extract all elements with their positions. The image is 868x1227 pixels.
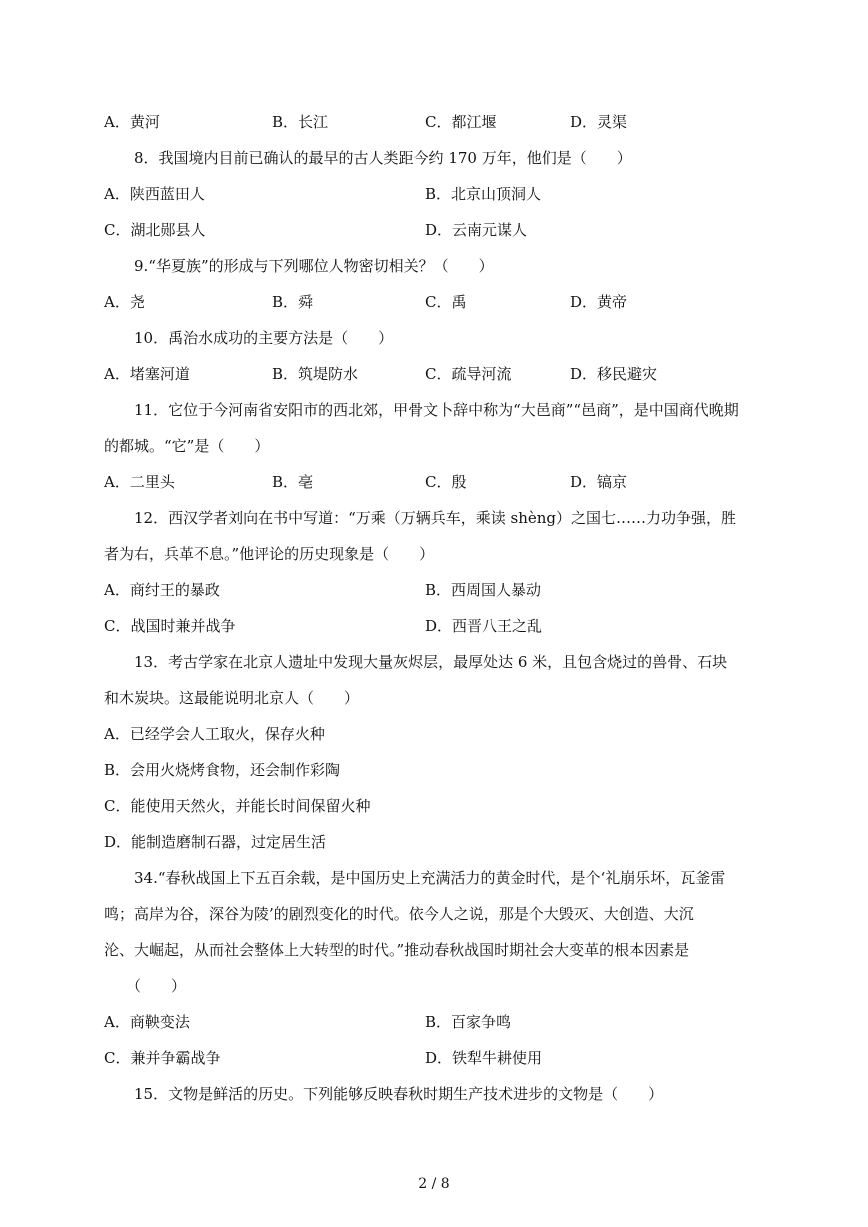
q11-stem-line-2: 的都城。“它”是（ ） (104, 437, 270, 455)
q8-option-c: C．湖北郧县人 (104, 221, 206, 239)
q14-option-d: D．铁犁牛耕使用 (425, 1049, 543, 1067)
q14-option-b: B．百家争鸣 (425, 1013, 512, 1031)
q12-option-c: C．战国时兼并战争 (104, 617, 236, 635)
q12-stem-line-2: 者为右，兵革不息。”他评论的历史现象是（ ） (104, 545, 435, 563)
q13-stem-line-1: 13．考古学家在北京人遗址中发现大量灰烬层，最厚处达 6 米，且包含烧过的兽骨、石块 (134, 653, 728, 671)
q8-option-d: D．云南元谋人 (425, 221, 528, 239)
q13-option-d: D．能制造磨制石器，过定居生活 (104, 833, 327, 851)
q12-option-b: B．西周国人暴动 (425, 581, 542, 599)
q11-stem-line-1: 11．它位于今河南省安阳市的西北郊，甲骨文卜辞中称为“大邑商”“邑商”，是中国商代晚期 (134, 401, 739, 419)
q7-option-b: B．长江 (272, 113, 329, 131)
q9-option-d: D．黄帝 (570, 293, 628, 311)
q13-option-c: C．能使用天然火，并能长时间保留火种 (104, 797, 371, 815)
q10-option-b: B．筑堤防水 (272, 365, 359, 383)
q7-option-a: A．黄河 (104, 113, 160, 131)
q8-stem: 8．我国境内目前已确认的最早的古人类距今约 170 万年，他们是（ ） (134, 149, 632, 167)
q8-option-a: A．陕西蓝田人 (104, 185, 205, 203)
q11-option-c: C．殷 (425, 473, 467, 491)
q14-stem-line-2: 鸣；高岸为谷，深谷为陵’的剧烈变化的时代。依今人之说，那是个大毁灭、大创造、大沉 (104, 905, 694, 923)
q13-stem-line-2: 和木炭块。这最能说明北京人（ ） (104, 689, 360, 707)
q10-option-d: D．移民避灾 (570, 365, 658, 383)
q11-option-b: B．亳 (272, 473, 314, 491)
page-number: 2 / 8 (418, 1176, 450, 1192)
q10-stem: 10．禹治水成功的主要方法是（ ） (134, 329, 394, 347)
q11-option-a: A．二里头 (104, 473, 175, 491)
q12-stem-line-1: 12．西汉学者刘向在书中写道：“万乘（万辆兵车，乘读 shèng）之国七……力功争强，胜 (134, 509, 737, 527)
q12-option-d: D．西晋八王之乱 (425, 617, 543, 635)
q9-option-b: B．舜 (272, 293, 314, 311)
q9-option-c: C．禹 (425, 293, 467, 311)
q10-option-a: A．堵塞河道 (104, 365, 190, 383)
q7-option-d: D．灵渠 (570, 113, 628, 131)
q9-option-a: A．尧 (104, 293, 145, 311)
q14-option-a: A．商鞅变法 (104, 1013, 190, 1031)
q14-option-c: C．兼并争霸战争 (104, 1049, 221, 1067)
q9-stem: 9.“华夏族”的形成与下列哪位人物密切相关？（ ） (134, 257, 494, 275)
q8-option-b: B．北京山顶洞人 (425, 185, 542, 203)
q14-stem-line-4: （ ） (126, 977, 187, 995)
q13-option-b: B．会用火烧烤食物，还会制作彩陶 (104, 761, 341, 779)
q11-option-d: D．镐京 (570, 473, 628, 491)
q14-stem-line-3: 沦、大崛起，从而社会整体上大转型的时代。”推动春秋战国时期社会大变革的根本因素是 (104, 941, 690, 959)
q12-option-a: A．商纣王的暴政 (104, 581, 220, 599)
q13-option-a: A．已经学会人工取火，保存火种 (104, 725, 325, 743)
q14-stem-line-1: 34.“春秋战国上下五百余载，是中国历史上充满活力的黄金时代，是个‘礼崩乐坏，瓦釜雷 (134, 869, 726, 887)
q10-option-c: C．疏导河流 (425, 365, 512, 383)
q15-stem: 15．文物是鲜活的历史。下列能够反映春秋时期生产技术进步的文物是（ ） (134, 1085, 664, 1103)
q7-option-c: C．都江堰 (425, 113, 497, 131)
